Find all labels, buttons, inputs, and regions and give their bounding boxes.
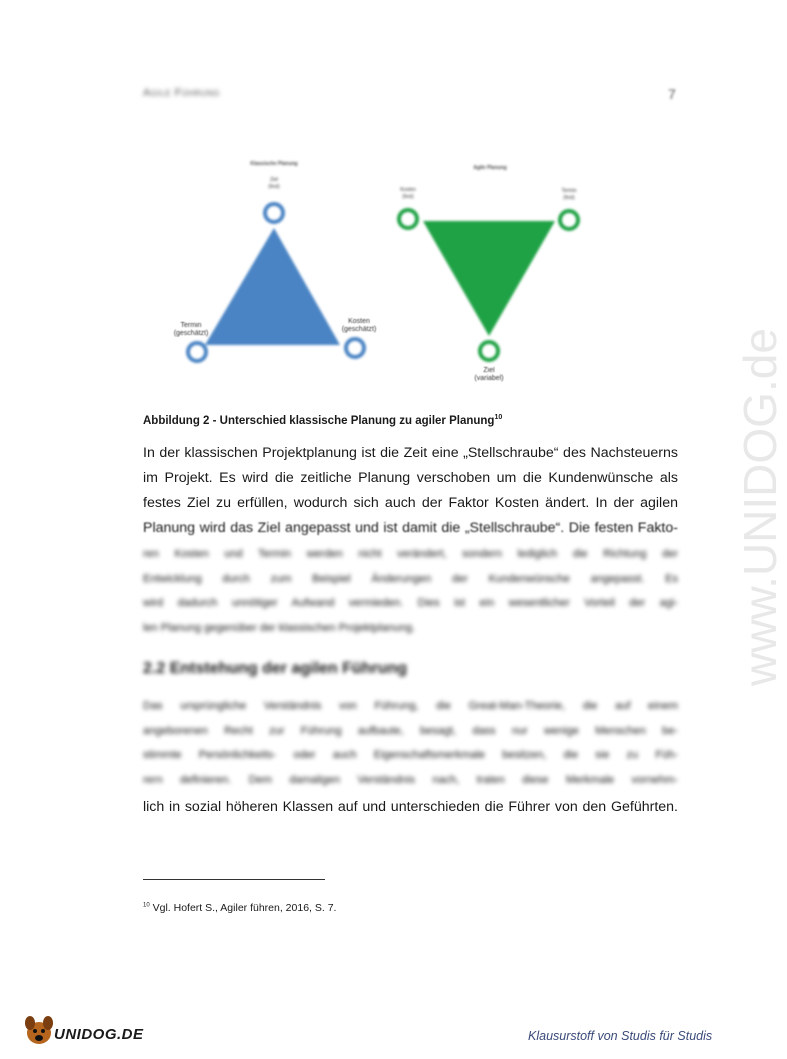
footnote-separator [143,879,325,880]
running-header-chapter: Agile Führung [143,87,220,99]
paragraph-1-clear: In der klassischen Projektplanung ist die Zeit eine „Stellschraube“ des Nachsteuerns im Projekt. Es wird die zeitliche Planung verschoben um die Kundenwünsche als festes Ziel zu erfüllen, wodurch sich auch der Faktor Kosten ändert. In der agilen [143,445,678,511]
agile-diagram-title: Agile Planung [473,165,507,171]
cost-node [346,339,364,357]
watermark: www.UNIDOG.de [734,328,786,686]
goal-node [265,204,283,222]
goal-variable-node [480,342,498,360]
footnote: $^{10}$ Vgl. Hofert S., Agiler führen, 2016, S. 7. [143,902,337,914]
page-number: 7 [668,86,676,102]
deadline-node [188,343,206,361]
unidog-logo-text[interactable]: UNIDOG.DE [54,1026,144,1043]
planning-diagram [0,0,750,400]
cost-fixed-label: Kosten (fest) [400,187,416,200]
paragraph-1-line-4: Planung wird das Ziel angepasst und ist damit die „Stellschraube“. Die festen Fakto- [143,520,678,536]
figure-caption: Abbildung 2 - Unterschied klassische Planung zu agiler Planung$^{10}$ [143,414,503,427]
paragraph-2-last-line: lich in sozial höheren Klassen auf und unterschieden die Führer von den Geführten. [143,799,678,815]
cost-label: Kosten (geschätzt) [341,318,377,333]
footer-tagline: Klausurstoff von Studis für Studis [528,1029,713,1043]
paragraph-2-blurred: Das ursprüngliche Verständnis von Führung, die Great-Man-Theorie, die auf einem angeborenen Recht zur Führung aufbaute, besagt, dass nur wenige Menschen be- stimmte Persönlichkeits- oder auch Eigenschaftsmerkmale besitzen, die sie zu Füh- rern definieren. Dem damaligen Verständnis nach, traten diese Merkmale vornehm- [143,700,678,786]
dog-logo-icon [22,1013,56,1047]
goal-label: Ziel (fest) [268,177,280,190]
deadline-fixed-node [560,211,578,229]
classic-diagram-title: Klassische Planung [250,161,298,167]
deadline-fixed-label: Termin (fest) [561,188,577,201]
section-heading: 2.2 Entstehung der agilen Führung [143,660,408,677]
deadline-label: Termin (geschätzt) [173,322,209,337]
goal-variable-label: Ziel (variabel) [474,367,504,382]
cost-fixed-node [399,210,417,228]
classic-triangle [205,228,340,345]
agile-triangle [423,221,555,336]
paragraph-1-blurred: ren Kosten und Termin werden nicht verändert, sondern lediglich die Richtung der Entwicklung durch zum Beispiel Änderungen der Kundenwünsche angepasst. Es wird dadurch unnötiger Aufwand vermieden. Dies ist ein wesentlicher Vorteil der agi- len Planung gegenüber der klassischen Projektplanung. [143,548,678,634]
